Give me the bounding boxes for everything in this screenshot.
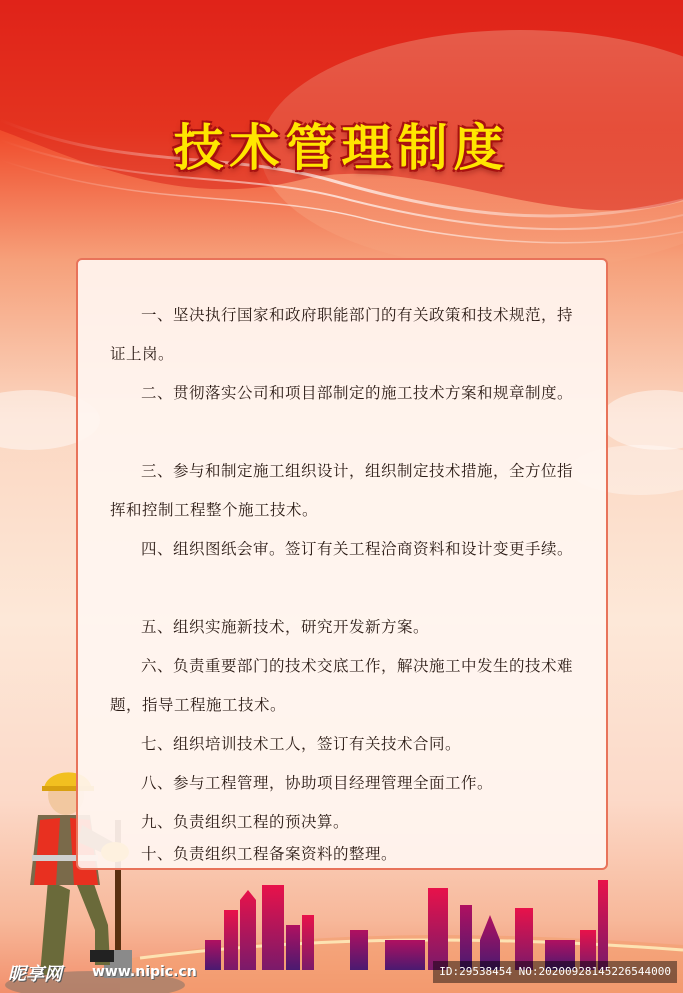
rule-item-7: 七、组织培训技术工人，签订有关技术合同。	[141, 735, 462, 753]
watermark-id: ID:29538454 NO:20200928145226544000	[433, 961, 677, 983]
city-skyline	[205, 880, 608, 970]
watermark-logo: 昵享网	[8, 964, 62, 985]
rule-item-9: 九、负责组织工程的预决算。	[141, 813, 350, 831]
rule-item-8: 八、参与工程管理，协助项目经理管理全面工作。	[141, 774, 494, 792]
rule-item-1: 一、坚决执行国家和政府职能部门的有关政策和技术规范，持证上岗。	[110, 306, 574, 363]
rule-item-2: 二、贯彻落实公司和项目部制定的施工技术方案和规章制度。	[141, 384, 574, 402]
content-panel	[76, 258, 608, 870]
watermark-url: www.nipic.cn	[92, 964, 197, 980]
rule-item-4: 四、组织图纸会审。签订有关工程洽商资料和设计变更手续。	[141, 540, 574, 558]
rule-item-5: 五、组织实施新技术，研究开发新方案。	[141, 618, 430, 636]
page-title: 技术管理制度	[173, 119, 510, 177]
rule-item-3: 三、参与和制定施工组织设计，组织制定技术措施，全方位指挥和控制工程整个施工技术。	[110, 462, 574, 519]
rule-item-10: 十、负责组织工程备案资料的整理。	[141, 845, 398, 863]
rule-item-6: 六、负责重要部门的技术交底工作，解决施工中发生的技术难题，指导工程施工技术。	[110, 657, 574, 714]
